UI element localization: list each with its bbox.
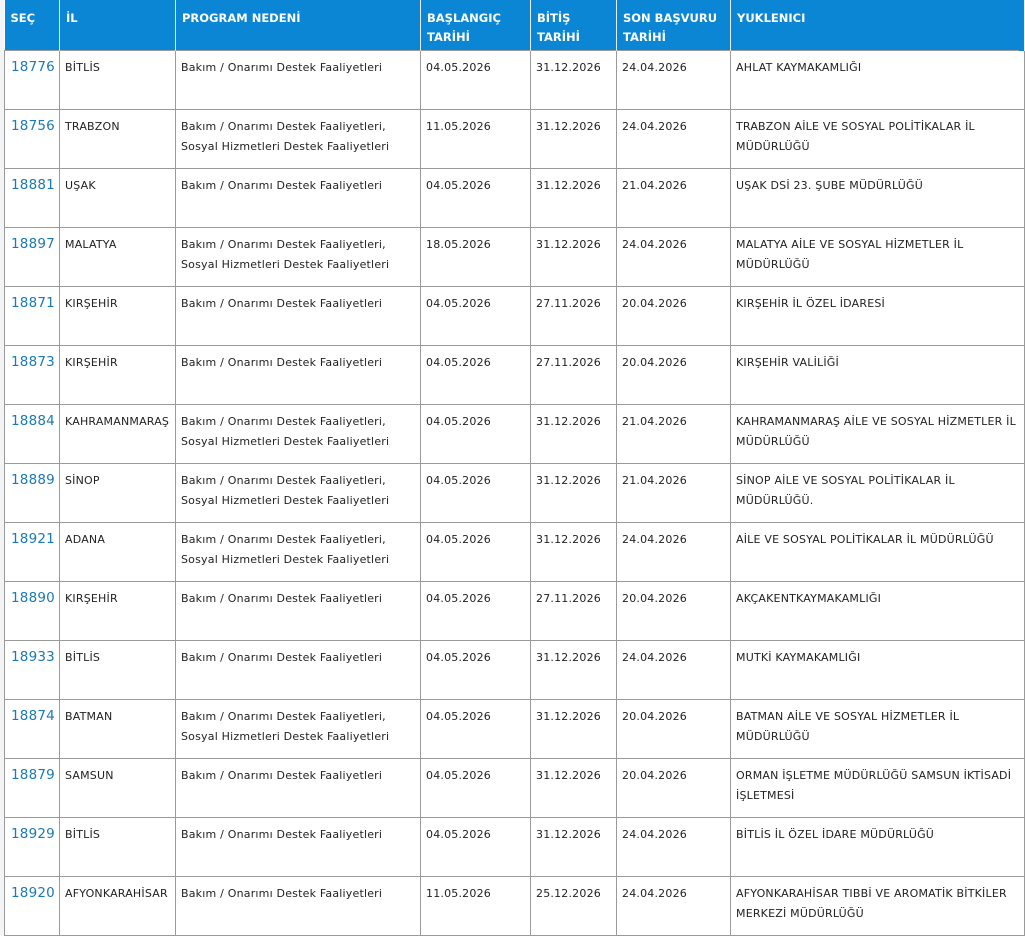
table-row: [5, 464, 1025, 523]
baslangic-cell: 11.05.2026: [421, 877, 531, 936]
yuklenici-cell: MUTKİ KAYMAKAMLIĞI: [731, 641, 1025, 700]
program-cell: Bakım / Onarımı Destek Faaliyetleri: [176, 51, 421, 110]
son-basvuru-cell: 24.04.2026: [617, 228, 731, 287]
header-baslangic-tarihi[interactable]: [421, 0, 531, 51]
program-id-link[interactable]: 18879: [11, 767, 55, 783]
header-label: PROGRAM NEDENİ: [182, 11, 301, 25]
son-basvuru-cell: 24.04.2026: [617, 818, 731, 877]
header-row: [5, 0, 1025, 51]
header-label: İL: [66, 11, 78, 25]
il-cell: TRABZON: [60, 110, 176, 169]
select-cell: [5, 346, 60, 405]
baslangic-cell: 04.05.2026: [421, 287, 531, 346]
table-row: [5, 582, 1025, 641]
baslangic-cell: 04.05.2026: [421, 464, 531, 523]
il-cell: BİTLİS: [60, 51, 176, 110]
table-row: [5, 877, 1025, 936]
select-cell: [5, 700, 60, 759]
il-cell: SAMSUN: [60, 759, 176, 818]
yuklenici-cell: MALATYA AİLE VE SOSYAL HİZMETLER İL MÜDÜRLÜĞÜ: [731, 228, 1025, 287]
program-cell: Bakım / Onarımı Destek Faaliyetleri: [176, 287, 421, 346]
yuklenici-cell: KIRŞEHİR İL ÖZEL İDARESİ: [731, 287, 1025, 346]
program-cell: Bakım / Onarımı Destek Faaliyetleri: [176, 818, 421, 877]
son-basvuru-cell: 20.04.2026: [617, 759, 731, 818]
select-cell: [5, 51, 60, 110]
baslangic-cell: 04.05.2026: [421, 51, 531, 110]
baslangic-cell: 04.05.2026: [421, 582, 531, 641]
program-table: [4, 0, 1025, 936]
baslangic-cell: 04.05.2026: [421, 346, 531, 405]
program-id-link[interactable]: 18884: [11, 413, 55, 429]
header-yuklenici[interactable]: [731, 0, 1025, 51]
yuklenici-cell: KAHRAMANMARAŞ AİLE VE SOSYAL HİZMETLER İL MÜDÜRLÜĞÜ: [731, 405, 1025, 464]
table-row: [5, 169, 1025, 228]
program-cell: Bakım / Onarımı Destek Faaliyetleri: [176, 346, 421, 405]
program-cell: Bakım / Onarımı Destek Faaliyetleri, Sosyal Hizmetleri Destek Faaliyetleri: [176, 228, 421, 287]
program-cell: Bakım / Onarımı Destek Faaliyetleri: [176, 582, 421, 641]
program-cell: Bakım / Onarımı Destek Faaliyetleri: [176, 759, 421, 818]
table-header: [5, 0, 1025, 51]
header-edge: [1019, 0, 1024, 51]
program-id-link[interactable]: 18929: [11, 826, 55, 842]
program-id-link[interactable]: 18889: [11, 472, 55, 488]
program-id-link[interactable]: 18933: [11, 649, 55, 665]
program-id-link[interactable]: 18873: [11, 354, 55, 370]
program-cell: Bakım / Onarımı Destek Faaliyetleri, Sosyal Hizmetleri Destek Faaliyetleri: [176, 405, 421, 464]
header-label-line2: TARİHİ: [537, 30, 580, 44]
son-basvuru-cell: 21.04.2026: [617, 169, 731, 228]
table-row: [5, 818, 1025, 877]
il-cell: MALATYA: [60, 228, 176, 287]
il-cell: BATMAN: [60, 700, 176, 759]
table-row: [5, 228, 1025, 287]
select-cell: [5, 877, 60, 936]
table-row: [5, 759, 1025, 818]
table-row: [5, 110, 1025, 169]
program-id-link[interactable]: 18776: [11, 59, 55, 75]
son-basvuru-cell: 24.04.2026: [617, 523, 731, 582]
table-row: [5, 700, 1025, 759]
yuklenici-cell: AKÇAKENTKAYMAKAMLIĞI: [731, 582, 1025, 641]
bitis-cell: 31.12.2026: [531, 51, 617, 110]
bitis-cell: 27.11.2026: [531, 346, 617, 405]
table-body: [5, 51, 1025, 936]
program-id-link[interactable]: 18897: [11, 236, 55, 252]
header-label: BİTİŞ: [537, 11, 571, 25]
bitis-cell: 31.12.2026: [531, 523, 617, 582]
select-cell: [5, 287, 60, 346]
header-label-line2: TARİHİ: [623, 30, 666, 44]
yuklenici-cell: BATMAN AİLE VE SOSYAL HİZMETLER İL MÜDÜRLÜĞÜ: [731, 700, 1025, 759]
bitis-cell: 31.12.2026: [531, 700, 617, 759]
baslangic-cell: 18.05.2026: [421, 228, 531, 287]
il-cell: KAHRAMANMARAŞ: [60, 405, 176, 464]
yuklenici-cell: AFYONKARAHİSAR TIBBİ VE AROMATİK BİTKİLER MERKEZİ MÜDÜRLÜĞÜ: [731, 877, 1025, 936]
il-cell: BİTLİS: [60, 818, 176, 877]
son-basvuru-cell: 20.04.2026: [617, 287, 731, 346]
baslangic-cell: 04.05.2026: [421, 759, 531, 818]
yuklenici-cell: AİLE VE SOSYAL POLİTİKALAR İL MÜDÜRLÜĞÜ: [731, 523, 1025, 582]
program-cell: Bakım / Onarımı Destek Faaliyetleri, Sosyal Hizmetleri Destek Faaliyetleri: [176, 523, 421, 582]
program-id-link[interactable]: 18890: [11, 590, 55, 606]
yuklenici-cell: SİNOP AİLE VE SOSYAL POLİTİKALAR İL MÜDÜRLÜĞÜ.: [731, 464, 1025, 523]
program-cell: Bakım / Onarımı Destek Faaliyetleri: [176, 641, 421, 700]
header-label: SON BAŞVURU: [623, 11, 718, 25]
son-basvuru-cell: 20.04.2026: [617, 346, 731, 405]
program-id-link[interactable]: 18920: [11, 885, 55, 901]
select-cell: [5, 523, 60, 582]
select-cell: [5, 228, 60, 287]
select-cell: [5, 582, 60, 641]
il-cell: AFYONKARAHİSAR: [60, 877, 176, 936]
son-basvuru-cell: 24.04.2026: [617, 877, 731, 936]
baslangic-cell: 04.05.2026: [421, 700, 531, 759]
yuklenici-cell: AHLAT KAYMAKAMLIĞI: [731, 51, 1025, 110]
header-label: BAŞLANGIÇ: [427, 11, 501, 25]
yuklenici-cell: UŞAK DSİ 23. ŞUBE MÜDÜRLÜĞÜ: [731, 169, 1025, 228]
baslangic-cell: 11.05.2026: [421, 110, 531, 169]
il-cell: KIRŞEHİR: [60, 582, 176, 641]
son-basvuru-cell: 24.04.2026: [617, 110, 731, 169]
baslangic-cell: 04.05.2026: [421, 641, 531, 700]
il-cell: UŞAK: [60, 169, 176, 228]
il-cell: BİTLİS: [60, 641, 176, 700]
select-cell: [5, 405, 60, 464]
table-row: [5, 51, 1025, 110]
yuklenici-cell: ORMAN İŞLETME MÜDÜRLÜĞÜ SAMSUN İKTİSADİ İŞLETMESİ: [731, 759, 1025, 818]
program-id-link[interactable]: 18871: [11, 295, 55, 311]
select-cell: [5, 641, 60, 700]
header-il[interactable]: [60, 0, 176, 51]
bitis-cell: 31.12.2026: [531, 110, 617, 169]
table-row: [5, 346, 1025, 405]
bitis-cell: 31.12.2026: [531, 169, 617, 228]
son-basvuru-cell: 24.04.2026: [617, 641, 731, 700]
select-cell: [5, 464, 60, 523]
il-cell: ADANA: [60, 523, 176, 582]
table-row: [5, 641, 1025, 700]
son-basvuru-cell: 21.04.2026: [617, 464, 731, 523]
program-cell: Bakım / Onarımı Destek Faaliyetleri: [176, 877, 421, 936]
header-son-basvuru-tarihi[interactable]: [617, 0, 731, 51]
program-cell: Bakım / Onarımı Destek Faaliyetleri, Sosyal Hizmetleri Destek Faaliyetleri: [176, 464, 421, 523]
baslangic-cell: 04.05.2026: [421, 523, 531, 582]
header-bitis-tarihi[interactable]: [531, 0, 617, 51]
baslangic-cell: 04.05.2026: [421, 169, 531, 228]
header-program-nedeni[interactable]: [176, 0, 421, 51]
yuklenici-cell: KIRŞEHİR VALİLİĞİ: [731, 346, 1025, 405]
table-row: [5, 523, 1025, 582]
baslangic-cell: 04.05.2026: [421, 405, 531, 464]
select-cell: [5, 759, 60, 818]
bitis-cell: 31.12.2026: [531, 818, 617, 877]
header-label: YUKLENICI: [737, 11, 806, 25]
select-cell: [5, 110, 60, 169]
header-sec[interactable]: [5, 0, 60, 51]
program-cell: Bakım / Onarımı Destek Faaliyetleri, Sosyal Hizmetleri Destek Faaliyetleri: [176, 700, 421, 759]
header-label: SEÇ: [10, 11, 36, 25]
bitis-cell: 27.11.2026: [531, 582, 617, 641]
yuklenici-cell: TRABZON AİLE VE SOSYAL POLİTİKALAR İL MÜDÜRLÜĞÜ: [731, 110, 1025, 169]
bitis-cell: 27.11.2026: [531, 287, 617, 346]
program-cell: Bakım / Onarımı Destek Faaliyetleri: [176, 169, 421, 228]
bitis-cell: 31.12.2026: [531, 228, 617, 287]
son-basvuru-cell: 20.04.2026: [617, 700, 731, 759]
header-label-line2: TARİHİ: [427, 30, 470, 44]
son-basvuru-cell: 20.04.2026: [617, 582, 731, 641]
il-cell: KIRŞEHİR: [60, 287, 176, 346]
bitis-cell: 31.12.2026: [531, 641, 617, 700]
son-basvuru-cell: 21.04.2026: [617, 405, 731, 464]
program-id-link[interactable]: 18874: [11, 708, 55, 724]
program-cell: Bakım / Onarımı Destek Faaliyetleri, Sosyal Hizmetleri Destek Faaliyetleri: [176, 110, 421, 169]
son-basvuru-cell: 24.04.2026: [617, 51, 731, 110]
select-cell: [5, 818, 60, 877]
yuklenici-cell: BİTLİS İL ÖZEL İDARE MÜDÜRLÜĞÜ: [731, 818, 1025, 877]
table-row: [5, 287, 1025, 346]
table-row: [5, 405, 1025, 464]
select-cell: [5, 169, 60, 228]
program-id-link[interactable]: 18756: [11, 118, 55, 134]
program-id-link[interactable]: 18881: [11, 177, 55, 193]
il-cell: SİNOP: [60, 464, 176, 523]
baslangic-cell: 04.05.2026: [421, 818, 531, 877]
bitis-cell: 31.12.2026: [531, 464, 617, 523]
program-id-link[interactable]: 18921: [11, 531, 55, 547]
il-cell: KIRŞEHİR: [60, 346, 176, 405]
bitis-cell: 25.12.2026: [531, 877, 617, 936]
bitis-cell: 31.12.2026: [531, 759, 617, 818]
bitis-cell: 31.12.2026: [531, 405, 617, 464]
